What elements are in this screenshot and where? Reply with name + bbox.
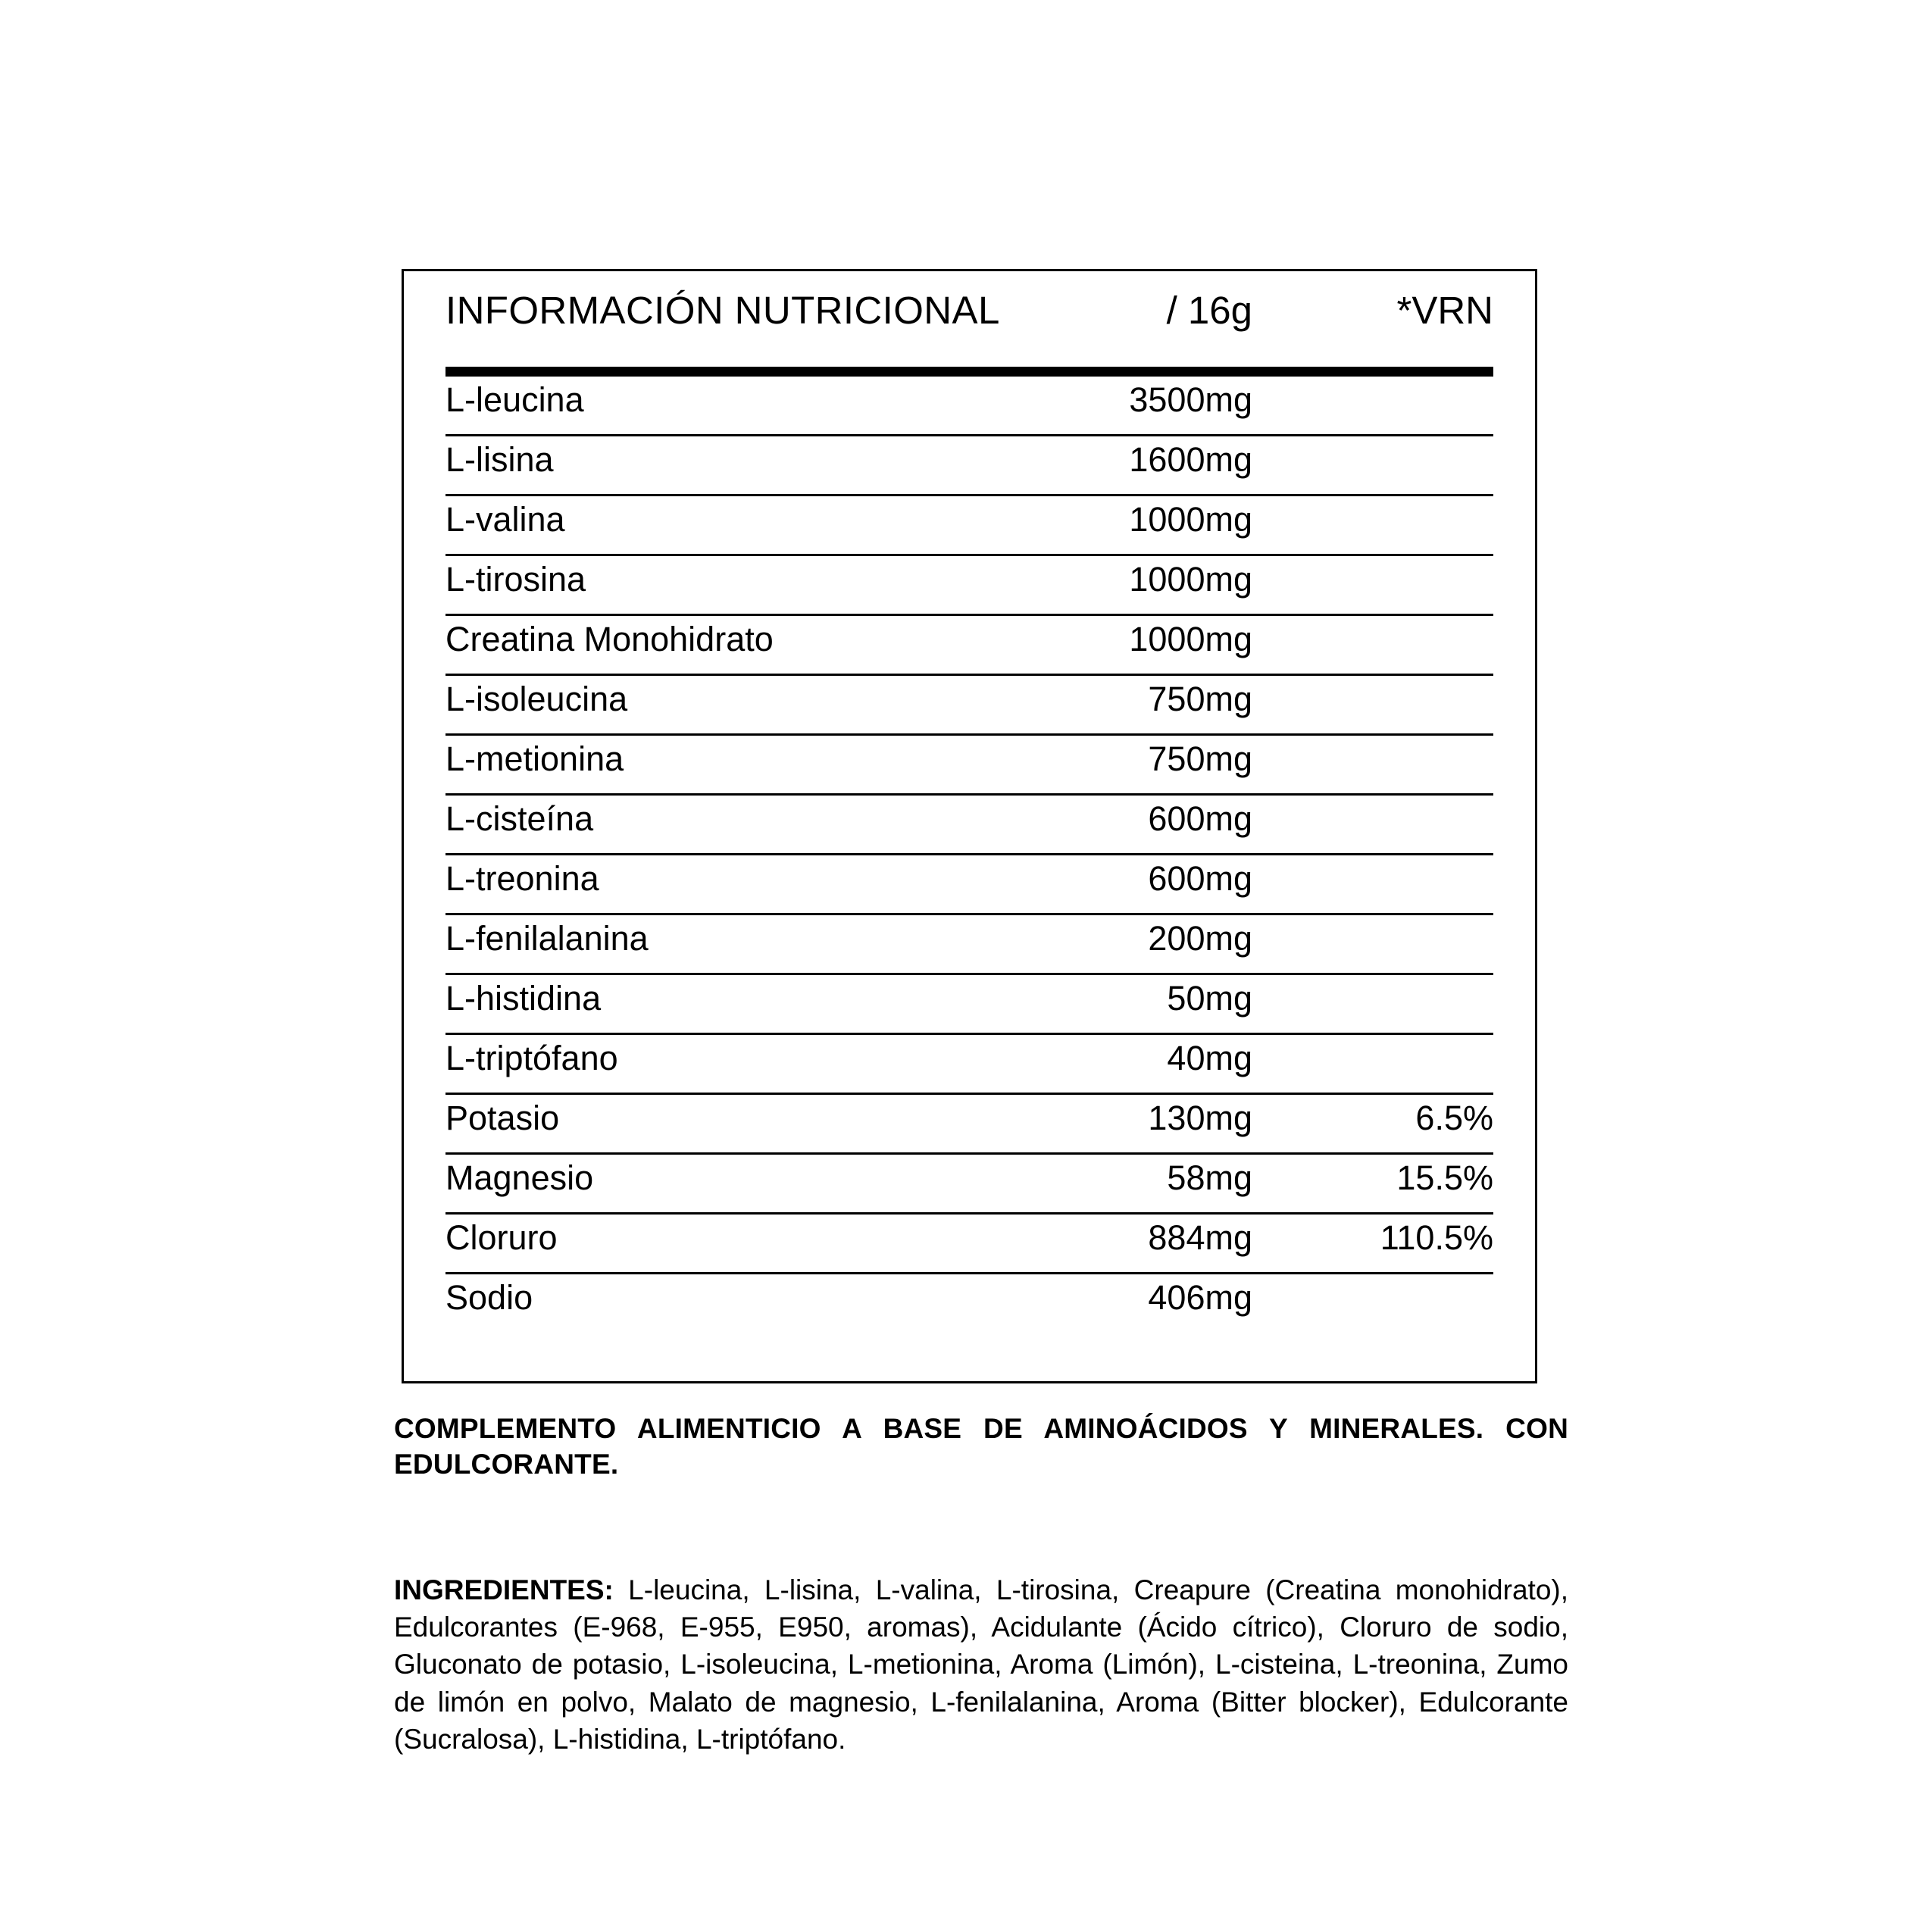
legal-text-block bbox=[394, 1411, 1568, 1758]
nutrition-rows bbox=[445, 377, 1493, 1334]
table-row bbox=[445, 1095, 1493, 1155]
table-row bbox=[445, 736, 1493, 796]
nutrient-name: L-isoleucina bbox=[445, 680, 628, 718]
table-row bbox=[445, 796, 1493, 855]
product-claim-text: COMPLEMENTO ALIMENTICIO A BASE DE AMINOÁCIDOS Y MINERALES. CON EDULCORANTE. bbox=[394, 1413, 1568, 1480]
nutrient-amount: 3500mg bbox=[1129, 380, 1252, 419]
table-row bbox=[445, 975, 1493, 1035]
table-row bbox=[445, 556, 1493, 616]
nutrient-amount: 200mg bbox=[1148, 919, 1252, 958]
table-row bbox=[445, 676, 1493, 736]
table-row bbox=[445, 915, 1493, 975]
nutrient-name: L-leucina bbox=[445, 380, 584, 419]
nutrient-vrn: 15.5% bbox=[1396, 1158, 1493, 1197]
table-row bbox=[445, 1215, 1493, 1274]
nutrient-amount: 750mg bbox=[1148, 739, 1252, 778]
nutrient-amount: 1600mg bbox=[1129, 440, 1252, 479]
nutrition-panel-inner bbox=[404, 271, 1535, 1381]
nutrient-name: L-tirosina bbox=[445, 560, 586, 599]
nutrient-amount: 600mg bbox=[1148, 799, 1252, 838]
table-row bbox=[445, 496, 1493, 556]
nutrient-name: L-lisina bbox=[445, 440, 554, 479]
nutrient-amount: 406mg bbox=[1148, 1278, 1252, 1317]
table-row bbox=[445, 1035, 1493, 1095]
nutrient-vrn: 6.5% bbox=[1415, 1099, 1493, 1137]
table-row bbox=[445, 855, 1493, 915]
nutrient-name: Sodio bbox=[445, 1278, 533, 1317]
nutrition-table-header bbox=[445, 271, 1493, 361]
nutrient-name: L-triptófano bbox=[445, 1039, 618, 1077]
nutrient-amount: 600mg bbox=[1148, 859, 1252, 898]
header-divider-rule bbox=[445, 367, 1493, 377]
table-row bbox=[445, 616, 1493, 676]
nutrient-name: Magnesio bbox=[445, 1158, 594, 1197]
nutrient-name: L-treonina bbox=[445, 859, 599, 898]
vrn-column-header: *VRN bbox=[1396, 289, 1493, 332]
nutrient-name: L-cisteína bbox=[445, 799, 594, 838]
nutrition-facts-panel bbox=[402, 269, 1537, 1383]
nutrient-amount: 50mg bbox=[1167, 979, 1252, 1018]
nutrient-name: L-fenilalanina bbox=[445, 919, 649, 958]
table-row bbox=[445, 436, 1493, 496]
nutrient-amount: 1000mg bbox=[1129, 560, 1252, 599]
table-row bbox=[445, 1155, 1493, 1215]
nutrient-name: L-metionina bbox=[445, 739, 624, 778]
table-row bbox=[445, 377, 1493, 436]
nutrient-name: Potasio bbox=[445, 1099, 560, 1137]
ingredients-list: L-leucina, L-lisina, L-valina, L-tirosina, Creapure (Creatina monohidrato), Edulcorantes (E-968, E-955, E950, aromas), Acidulante (Ácido cítrico), Cloruro de sodio, Gluconato de potasio, L-isoleucina, L-metionina, Aroma (Limón), L-cisteina, L-treonina, Zumo de limón en polvo, Malato de magnesio, L-fenilalanina, Aroma (Bitter blocker), Edulcorante (Sucralosa), L-histidina, L-triptófano. bbox=[394, 1574, 1568, 1755]
nutrient-amount: 58mg bbox=[1167, 1158, 1252, 1197]
serving-size-header: / 16g bbox=[1166, 289, 1252, 332]
nutrient-name: L-valina bbox=[445, 500, 565, 539]
nutrient-amount: 1000mg bbox=[1129, 500, 1252, 539]
nutrient-amount: 1000mg bbox=[1129, 620, 1252, 658]
nutrient-amount: 750mg bbox=[1148, 680, 1252, 718]
nutrition-table-title: INFORMACIÓN NUTRICIONAL bbox=[445, 289, 1000, 332]
nutrient-name: Creatina Monohidrato bbox=[445, 620, 774, 658]
nutrient-amount: 40mg bbox=[1167, 1039, 1252, 1077]
nutrient-amount: 130mg bbox=[1148, 1099, 1252, 1137]
nutrient-vrn: 110.5% bbox=[1380, 1218, 1493, 1257]
nutrient-name: Cloruro bbox=[445, 1218, 558, 1257]
table-row bbox=[445, 1274, 1493, 1334]
ingredients-label: INGREDIENTES: bbox=[394, 1574, 614, 1606]
ingredients-paragraph bbox=[394, 1571, 1568, 1758]
nutrient-name: L-histidina bbox=[445, 979, 602, 1018]
nutrient-amount: 884mg bbox=[1148, 1218, 1252, 1257]
